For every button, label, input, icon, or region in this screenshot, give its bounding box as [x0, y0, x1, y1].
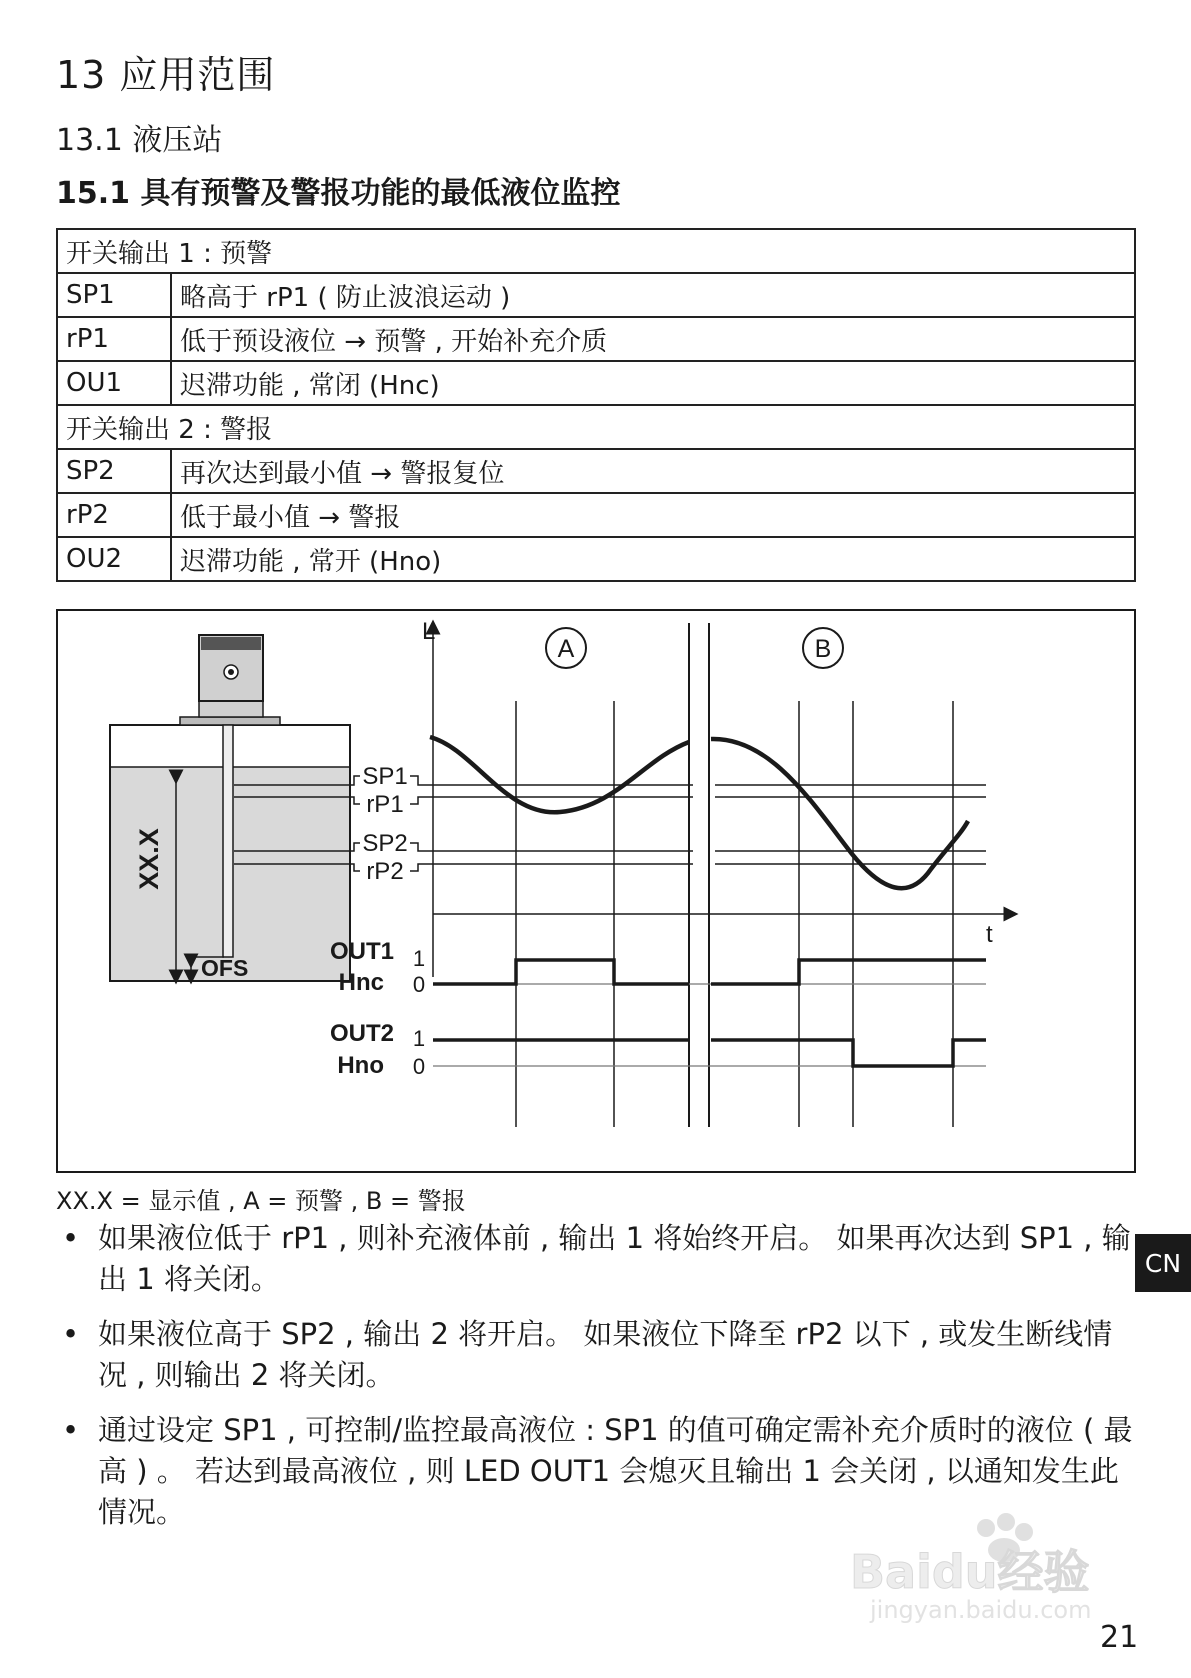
level-curve-b: [711, 739, 968, 888]
param-value: 略高于 rP1 ( 防止波浪运动 ): [171, 273, 1135, 317]
level-monitoring-diagram: [56, 609, 1136, 1173]
list-item-text: 如果液位高于 SP2 , 输出 2 将开启。 如果液位下降至 rP2 以下 , 或发生断线情况 , 则输出 2 将关闭。: [98, 1317, 1113, 1392]
sp2-bracket-right: [410, 843, 433, 851]
notes-list: [56, 1218, 1136, 1547]
section-label: 开关输出 2 : 警报: [57, 405, 1135, 449]
offset-label: OFS: [201, 955, 249, 981]
sp1-bracket-right: [410, 776, 433, 785]
rp2-label: rP2: [366, 858, 404, 885]
watermark-url: jingyan.baidu.com: [870, 1596, 1092, 1624]
table-row: [57, 493, 1135, 537]
subsection-heading: 15.1 具有预警及警报功能的最低液位监控: [56, 176, 621, 211]
param-value: 迟滞功能 , 常开 (Hno): [171, 537, 1135, 581]
list-item-text: 如果液位低于 rP1 , 则补充液体前 , 输出 1 将始终开启。 如果再次达到 SP1 , 输出 1 将关闭。: [98, 1221, 1131, 1296]
rp1-label: rP1: [366, 791, 404, 818]
param-key: OU1: [57, 361, 171, 405]
marker-b-label: B: [814, 635, 832, 663]
list-item: [56, 1314, 1136, 1396]
out1-level-low: 0: [412, 972, 426, 997]
bullet-icon: •: [62, 1221, 80, 1255]
out2-mode: Hno: [337, 1052, 384, 1079]
level-curve-a: [430, 737, 689, 812]
language-tab: CN: [1135, 1234, 1191, 1292]
param-key: OU2: [57, 537, 171, 581]
chapter-heading: 13 应用范围: [56, 53, 276, 97]
param-key: rP2: [57, 493, 171, 537]
list-item: [56, 1218, 1136, 1300]
display-value-label: XX.X: [134, 828, 164, 890]
sp2-label: SP2: [362, 830, 408, 857]
out2-signal-b: [711, 1040, 986, 1066]
table-section-row: [57, 229, 1135, 273]
bullet-icon: •: [62, 1317, 80, 1351]
rp2-bracket-right: [410, 864, 433, 871]
sensor-button-dot: [228, 669, 234, 675]
out2-name: OUT2: [329, 1020, 394, 1047]
time-axis-label: t: [986, 921, 993, 948]
section-label: 开关输出 1 : 预警: [57, 229, 1135, 273]
axis-break: [689, 623, 709, 1127]
out1-mode: Hnc: [338, 969, 384, 996]
diagram-caption: XX.X = 显示值 , A = 预警 , B = 警报: [56, 1187, 466, 1215]
out1-level-high: 1: [412, 946, 426, 971]
sensor-thread: [199, 701, 263, 717]
rp1-bracket-right: [410, 797, 433, 804]
tank-illustration: [110, 635, 350, 981]
out2-level-low: 0: [412, 1054, 426, 1079]
out2-level-high: 1: [412, 1026, 426, 1051]
list-item-text: 通过设定 SP1 , 可控制/监控最高液位 : SP1 的值可确定需补充介质时的液位 ( 最高 ) 。 若达到最高液位 , 则 LED OUT1 会熄灭且输出 1 会关闭 , 以通知发生此情况。: [98, 1413, 1133, 1529]
page-number: 21: [1100, 1620, 1139, 1655]
param-value: 迟滞功能 , 常闭 (Hnc): [171, 361, 1135, 405]
out1-signal-a: [433, 960, 689, 984]
param-value: 低于预设液位 → 预警 , 开始补充介质: [171, 317, 1135, 361]
out1-signal-b: [711, 960, 986, 984]
settings-table: [56, 228, 1136, 582]
table-row: [57, 449, 1135, 493]
param-key: SP2: [57, 449, 171, 493]
param-key: rP1: [57, 317, 171, 361]
watermark-brand: Baidu经验: [850, 1545, 1090, 1599]
bullet-icon: •: [62, 1413, 80, 1447]
table-row: [57, 537, 1135, 581]
sensor-display: [201, 637, 261, 650]
table-row: [57, 273, 1135, 317]
table-row: [57, 361, 1135, 405]
out1-name: OUT1: [329, 938, 394, 965]
table-row: [57, 317, 1135, 361]
output-signals: [330, 938, 986, 1079]
table-section-row: [57, 405, 1135, 449]
sp1-label: SP1: [362, 763, 408, 790]
level-graph: [422, 618, 1011, 1127]
section-heading: 13.1 液压站: [56, 123, 223, 158]
sensor-probe: [223, 725, 233, 957]
marker-a-label: A: [557, 635, 575, 663]
baidu-watermark: [836, 1506, 1136, 1626]
param-value: 低于最小值 → 警报: [171, 493, 1135, 537]
mounting-flange: [180, 717, 280, 725]
level-axis-label: L: [422, 618, 436, 645]
param-key: SP1: [57, 273, 171, 317]
param-value: 再次达到最小值 → 警报复位: [171, 449, 1135, 493]
